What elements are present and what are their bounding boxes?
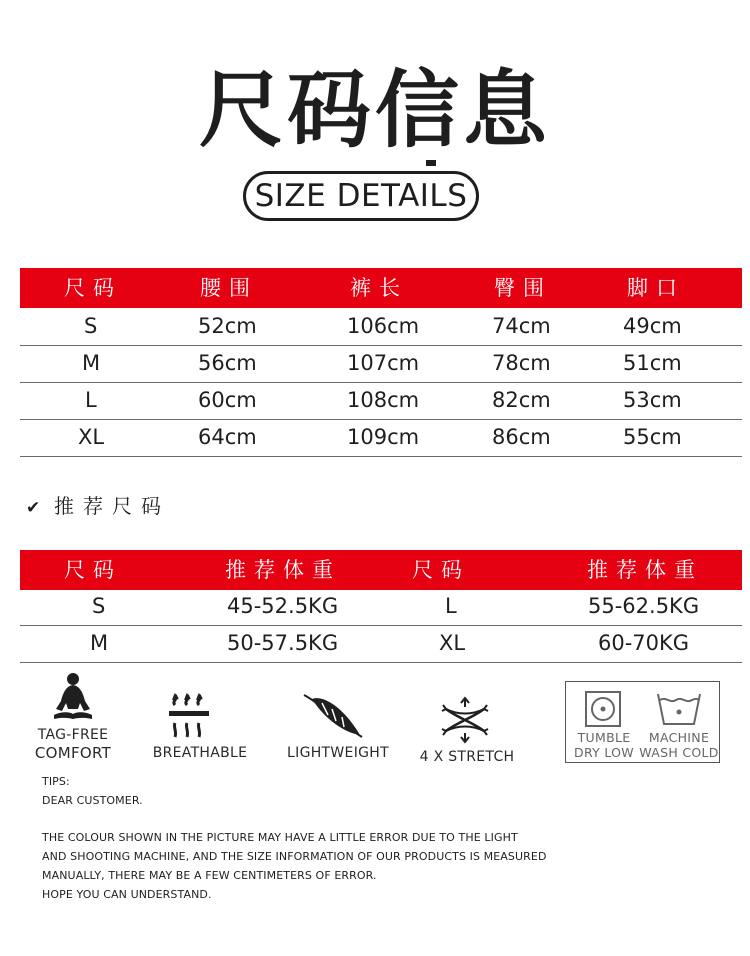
size-table-header: [20, 268, 742, 308]
table-cell: 107cm: [347, 351, 420, 375]
feature-label: BREATHABLE: [152, 745, 248, 761]
care-tumble-dry: [571, 730, 637, 760]
feature-breathable: [142, 744, 258, 762]
size-table-header-cell: 腰围: [200, 276, 258, 300]
table-cell: 60-70KG: [598, 631, 690, 655]
machine-wash-icon: [656, 690, 702, 728]
tips-label: TIPS:: [42, 775, 70, 788]
table-cell: S: [84, 314, 98, 338]
table-cell: 53cm: [623, 388, 682, 412]
table-cell: 56cm: [198, 351, 257, 375]
table-row: [20, 382, 742, 420]
size-table-header-cell: 脚口: [627, 276, 685, 300]
feather-icon: [302, 693, 366, 739]
title-decoration: [426, 160, 436, 166]
size-table-header-cell: 尺码: [64, 276, 122, 300]
table-cell: 49cm: [623, 314, 682, 338]
page-title-cn: 尺码信息: [198, 61, 551, 159]
feature-label: 4 X STRETCH: [419, 749, 515, 765]
care-label: DRY LOW: [574, 745, 634, 760]
table-cell: 52cm: [198, 314, 257, 338]
table-cell: L: [85, 388, 97, 412]
table-cell: S: [92, 594, 106, 618]
recommend-size-label: [26, 491, 170, 521]
table-row: [20, 588, 742, 626]
size-table-header-cell: 裤长: [350, 276, 408, 300]
table-cell: M: [82, 351, 101, 375]
feature-label: TAG-FREE: [37, 727, 109, 743]
page-title-en: SIZE DETAILS: [243, 171, 479, 221]
breathable-icon: [167, 693, 213, 739]
table-cell: 51cm: [623, 351, 682, 375]
tips-line: MANUALLY, THERE MAY BE A FEW CENTIMETERS OF ERROR.: [42, 869, 377, 882]
feature-label: COMFORT: [34, 744, 112, 762]
table-cell: XL: [439, 631, 466, 655]
table-cell: 78cm: [492, 351, 551, 375]
feature-label: LIGHTWEIGHT: [287, 745, 389, 761]
table-cell: 106cm: [347, 314, 420, 338]
checkmark-icon: ✔: [26, 498, 41, 518]
yoga-pose-icon: [48, 671, 98, 723]
table-row: [20, 419, 742, 457]
table-cell: 108cm: [347, 388, 420, 412]
recommend-header-cell: 推荐体重: [587, 558, 703, 582]
table-cell: 45-52.5KG: [227, 594, 339, 618]
feature-tag-free: [24, 726, 122, 762]
table-cell: L: [445, 594, 457, 618]
table-row: [20, 308, 742, 346]
stretch-arrows-icon: [440, 695, 490, 745]
recommend-table-header: [20, 550, 742, 590]
table-cell: 55-62.5KG: [588, 594, 700, 618]
table-row: [20, 625, 742, 663]
size-table-header-cell: 臀围: [494, 276, 552, 300]
tumble-dry-icon: [584, 690, 622, 728]
feature-stretch: [412, 748, 522, 766]
care-label: TUMBLE: [577, 730, 631, 745]
table-cell: 60cm: [198, 388, 257, 412]
table-cell: M: [90, 631, 109, 655]
care-label: MACHINE: [648, 730, 710, 745]
tips-greeting: DEAR CUSTOMER.: [42, 794, 143, 807]
recommend-header-cell: 尺码: [412, 558, 470, 582]
table-cell: 74cm: [492, 314, 551, 338]
table-cell: 50-57.5KG: [227, 631, 339, 655]
table-cell: 55cm: [623, 425, 682, 449]
tips-line: THE COLOUR SHOWN IN THE PICTURE MAY HAVE A LITTLE ERROR DUE TO THE LIGHT: [42, 831, 518, 844]
recommend-size-text: 推荐尺码: [54, 494, 170, 518]
table-row: [20, 345, 742, 383]
feature-lightweight: [278, 744, 398, 762]
table-cell: XL: [78, 425, 105, 449]
recommend-header-cell: 尺码: [64, 558, 122, 582]
table-cell: 86cm: [492, 425, 551, 449]
care-machine-wash: [639, 730, 719, 760]
tips-line: HOPE YOU CAN UNDERSTAND.: [42, 888, 212, 901]
care-label: WASH COLD: [639, 745, 719, 760]
table-cell: 109cm: [347, 425, 420, 449]
recommend-header-cell: 推荐体重: [225, 558, 341, 582]
tips-line: AND SHOOTING MACHINE, AND THE SIZE INFORMATION OF OUR PRODUCTS IS MEASURED: [42, 850, 547, 863]
table-cell: 82cm: [492, 388, 551, 412]
table-cell: 64cm: [198, 425, 257, 449]
